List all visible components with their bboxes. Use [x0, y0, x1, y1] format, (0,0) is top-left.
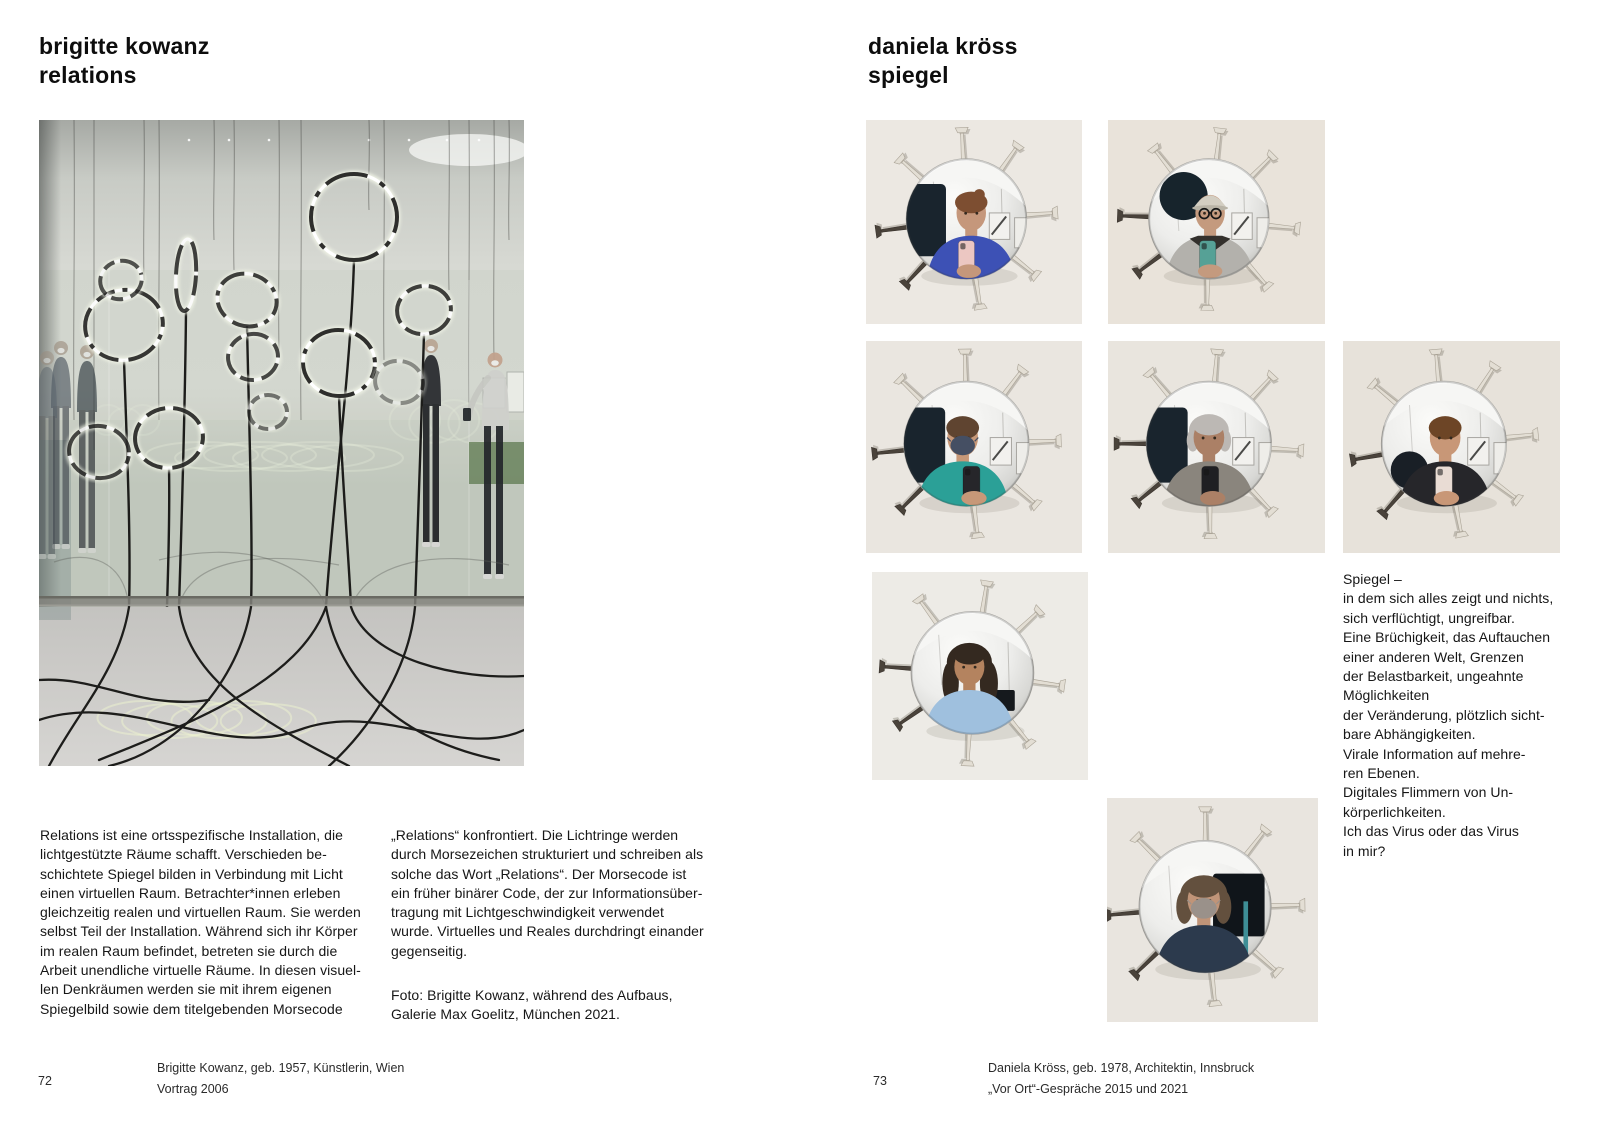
- text-line: „Relations“ konfrontiert. Die Lichtringe werden: [391, 827, 679, 843]
- text-line: körperlichkeiten.: [1343, 803, 1446, 820]
- credits-right: [988, 1058, 1254, 1100]
- text-line: Digitales Flimmern von Un-: [1343, 784, 1514, 801]
- text-line: sich verflüchtigt, ungreifbar.: [1343, 609, 1515, 626]
- body-column-2-paragraph-1: [391, 826, 704, 961]
- text-line: Spiegel –: [1343, 571, 1402, 587]
- text-line: „Vor Ort“-Gespräche 2015 und 2021: [988, 1082, 1189, 1096]
- mirror-selfie-photo-6: [872, 572, 1088, 780]
- artist-name-right: daniela kröss: [868, 33, 1018, 59]
- mirror-selfie-photo-4: [1108, 341, 1325, 553]
- text-line: Eine Brüchigkeit, das Auftauchen: [1343, 629, 1551, 646]
- left-page-title: [39, 32, 209, 90]
- text-line: Relations ist eine ortsspezifische Installation, die: [40, 827, 343, 843]
- text-line: gegenseitig.: [391, 942, 468, 959]
- text-line: selbst Teil der Installation. Während sich ihr Körper: [40, 923, 358, 940]
- text-line: Möglichkeiten: [1343, 687, 1430, 704]
- text-line: bare Abhängigkeiten.: [1343, 726, 1476, 743]
- text-line: einen virtuellen Raum. Betrachter*innen erleben: [40, 884, 341, 901]
- text-line: in dem sich alles zeigt und nichts,: [1343, 590, 1554, 607]
- mirror-selfie-photo-3: [866, 341, 1082, 553]
- text-line: einer anderen Welt, Grenzen: [1343, 648, 1524, 665]
- text-line: tragung mit Lichtgeschwindigkeit verwendet: [391, 904, 664, 921]
- text-line: Spiegelbild sowie dem titelgebenden Morsecode: [40, 1000, 343, 1017]
- mirror-selfie-photo-7: [1107, 798, 1318, 1022]
- text-line: der Belastbarkeit, ungeahnte: [1343, 668, 1524, 685]
- text-line: schichtete Spiegel bilden in Verbindung mit Licht: [40, 865, 343, 882]
- spiegel-poem: [1343, 570, 1553, 861]
- text-line: der Veränderung, plötzlich sicht-: [1343, 706, 1545, 723]
- text-line: ein früher binärer Code, der zur Informationsüber-: [391, 884, 703, 901]
- text-line: Foto: Brigitte Kowanz, während des Aufbaus,: [391, 987, 673, 1003]
- mirror-selfie-photo-2: [1108, 120, 1325, 324]
- page-number-left: 72: [38, 1074, 52, 1088]
- text-line: Daniela Kröss, geb. 1978, Architektin, Innsbruck: [988, 1061, 1255, 1075]
- text-line: im realen Raum befindet, betreten sie durch die: [40, 942, 338, 959]
- text-line: Arbeit unendliche virtuelle Räume. In diesen visuel-: [40, 962, 361, 979]
- mirror-selfie-photo-5: [1343, 341, 1560, 553]
- work-title-right: spiegel: [868, 62, 949, 88]
- body-column-1: [40, 826, 361, 1019]
- credits-left: [157, 1058, 404, 1100]
- text-line: gleichzeitig realen und virtuellen Raum. Sie werden: [40, 904, 361, 921]
- page-number-right: 73: [873, 1074, 887, 1088]
- text-line: Galerie Max Goelitz, München 2021.: [391, 1006, 620, 1023]
- right-page-title: [868, 32, 1018, 90]
- installation-photo: [39, 120, 524, 766]
- text-line: lichtgestützte Räume schafft. Verschieden be-: [40, 846, 327, 863]
- text-line: wurde. Virtuelles und Reales durchdringt einander: [391, 923, 704, 940]
- body-column-2-photo-credit: [391, 986, 673, 1025]
- text-line: Vortrag 2006: [157, 1082, 229, 1096]
- text-line: ren Ebenen.: [1343, 765, 1420, 782]
- text-line: Virale Information auf mehre-: [1343, 745, 1526, 762]
- text-line: in mir?: [1343, 842, 1386, 859]
- work-title-left: relations: [39, 62, 137, 88]
- text-line: Ich das Virus oder das Virus: [1343, 823, 1519, 840]
- text-line: Brigitte Kowanz, geb. 1957, Künstlerin, Wien: [157, 1061, 405, 1075]
- mirror-selfie-photo-1: [866, 120, 1082, 324]
- text-line: solche das Wort „Relations“. Der Morsecode ist: [391, 865, 687, 882]
- artist-name-left: brigitte kowanz: [39, 33, 210, 59]
- text-line: len Denkräumen werden sie mit ihrem eigenen: [40, 981, 332, 998]
- text-line: durch Morsezeichen strukturiert und schreiben als: [391, 846, 704, 863]
